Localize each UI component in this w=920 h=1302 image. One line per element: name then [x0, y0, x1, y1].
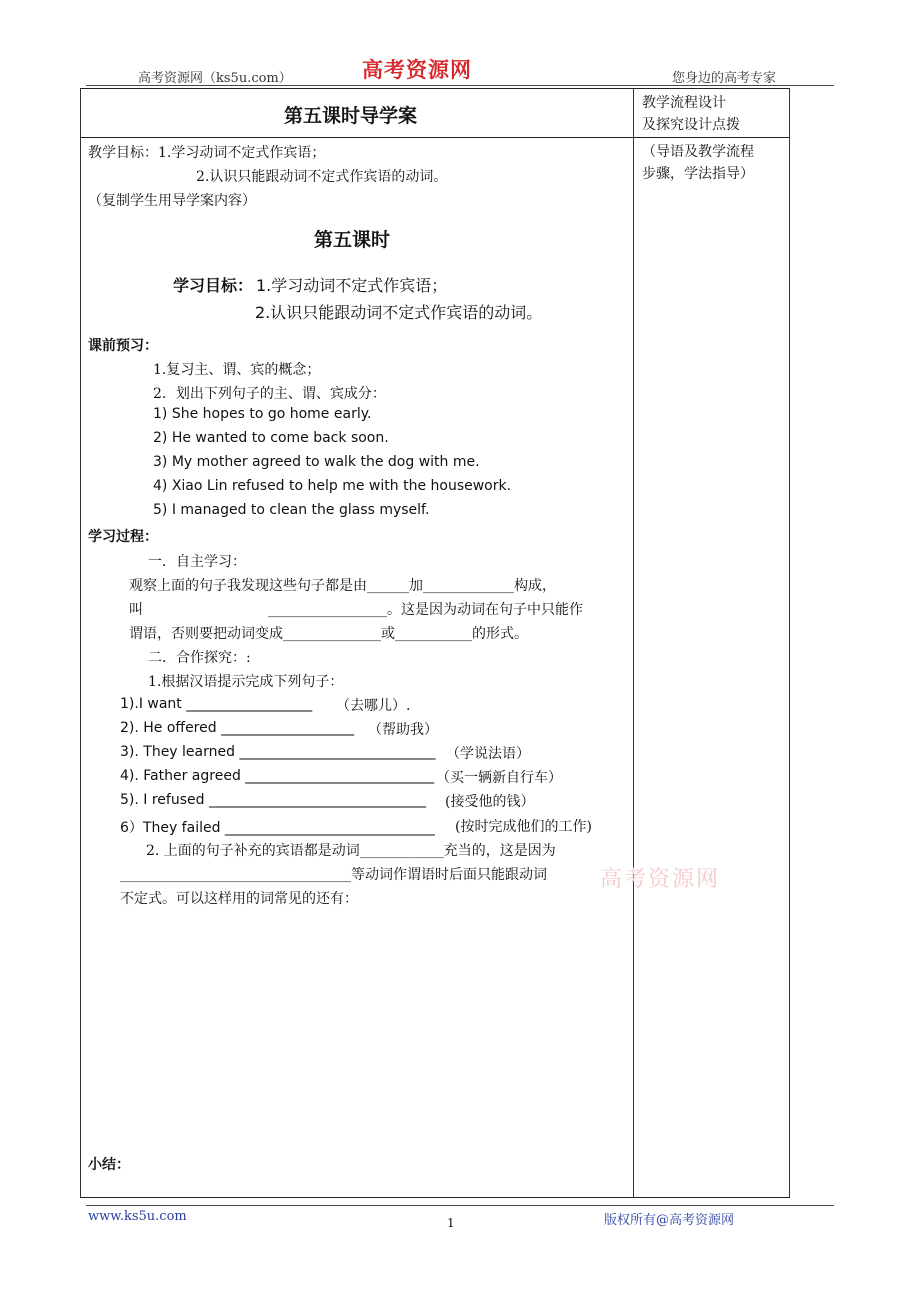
side-note-line-1: （导语及教学流程 [642, 144, 754, 160]
self-study-heading: 一．自主学习： [148, 554, 246, 570]
exercise-1-en: 1).I want __________________ [120, 696, 313, 712]
exercise-6-zh: (按时完成他们的工作) [455, 819, 592, 835]
cooperation-heading: 二．合作探究：: [148, 650, 251, 666]
footer-website-link[interactable]: www.ks5u.com [88, 1209, 187, 1224]
process-heading: 学习过程： [88, 529, 158, 545]
side-note-line-2: 步骤，学法指导） [642, 166, 754, 182]
header-logo: 高考资源网 [362, 57, 472, 82]
header-left-text: 高考资源网（ks5u.com） [138, 71, 292, 86]
sentence-3: 3) My mother agreed to walk the dog with me. [153, 454, 480, 470]
sentence-2: 2) He wanted to come back soon. [153, 430, 389, 446]
sentence-5: 5) I managed to clean the glass myself. [153, 502, 430, 518]
table-header-divider [80, 137, 790, 138]
exercise-4-zh: （买一辆新自行车） [436, 770, 562, 786]
header-rule [86, 85, 834, 86]
summary-label: 小结： [88, 1157, 130, 1173]
page-number: 1 [447, 1216, 455, 1230]
side-header-line-1: 教学流程设计 [642, 95, 726, 111]
document-title: 第五课时导学案 [284, 105, 418, 127]
exercise-2-zh: （帮助我） [368, 722, 438, 738]
paragraph-1-line-2b: _________________。这是因为动词在句子中只能作 [268, 602, 583, 618]
preview-heading: 课前预习： [88, 338, 158, 354]
exercise-5-en: 5). I refused _______________________________ [120, 792, 426, 808]
question-2-line-2: _________________________________等动词作谓语时后面只能跟动词 [120, 867, 547, 883]
header-right-text: 您身边的高考专家 [672, 71, 777, 86]
goal-label: 学习目标： [173, 276, 254, 295]
preview-item-1: 1.复习主、谓、宾的概念； [153, 362, 321, 378]
objectives-line-2: 2.认识只能跟动词不定式作宾语的动词。 [196, 169, 448, 185]
table-right-border [789, 88, 790, 1197]
table-top-border [80, 88, 790, 89]
goal-1: 1.学习动词不定式作宾语； [256, 276, 448, 295]
task-1-instruction: 1.根据汉语提示完成下列句子： [148, 674, 344, 690]
side-header-line-2: 及探究设计点拨 [642, 117, 740, 133]
copy-note: （复制学生用导学案内容） [88, 193, 256, 209]
side-note [642, 141, 754, 185]
exercise-2-en: 2). He offered ___________________ [120, 720, 355, 736]
paragraph-1-line-1: 观察上面的句子我发现这些句子都是由______加_____________构成， [129, 578, 556, 594]
paragraph-1-line-3: 谓语，否则要把动词变成______________或___________的形式。 [129, 626, 528, 642]
sentence-4: 4) Xiao Lin refused to help me with the housework. [153, 478, 512, 494]
paragraph-1-line-2a: 叫 [129, 602, 143, 618]
exercise-4-en: 4). Father agreed ___________________________ [120, 768, 435, 784]
exercise-3-en: 3). They learned ____________________________ [120, 744, 436, 760]
table-bottom-border [80, 1197, 790, 1198]
footer-copyright: 版权所有@高考资源网 [604, 1213, 735, 1228]
side-header [642, 92, 740, 136]
goal-2: 2.认识只能跟动词不定式作宾语的动词。 [255, 303, 543, 322]
footer-rule [86, 1205, 834, 1206]
exercise-5-zh: (接受他的钱） [445, 794, 535, 810]
table-column-divider [633, 88, 634, 1197]
question-2-line-3: 不定式。可以这样用的词常见的还有： [120, 891, 358, 907]
lesson-title: 第五课时 [314, 229, 391, 251]
exercise-1-zh: （去哪儿）. [336, 698, 411, 714]
table-left-border [80, 88, 81, 1197]
watermark: 高考资源网 [600, 867, 721, 892]
exercise-6-en: 6）They failed ______________________________ [120, 820, 435, 836]
preview-item-2: 2．划出下列句子的主、谓、宾成分： [153, 386, 386, 402]
sentence-1: 1) She hopes to go home early. [153, 406, 372, 422]
exercise-3-zh: （学说法语） [446, 746, 530, 762]
question-2-line-1: 2. 上面的句子补充的宾语都是动词____________充当的，这是因为 [146, 843, 556, 859]
objectives-line-1: 教学目标：1.学习动词不定式作宾语； [88, 145, 326, 161]
